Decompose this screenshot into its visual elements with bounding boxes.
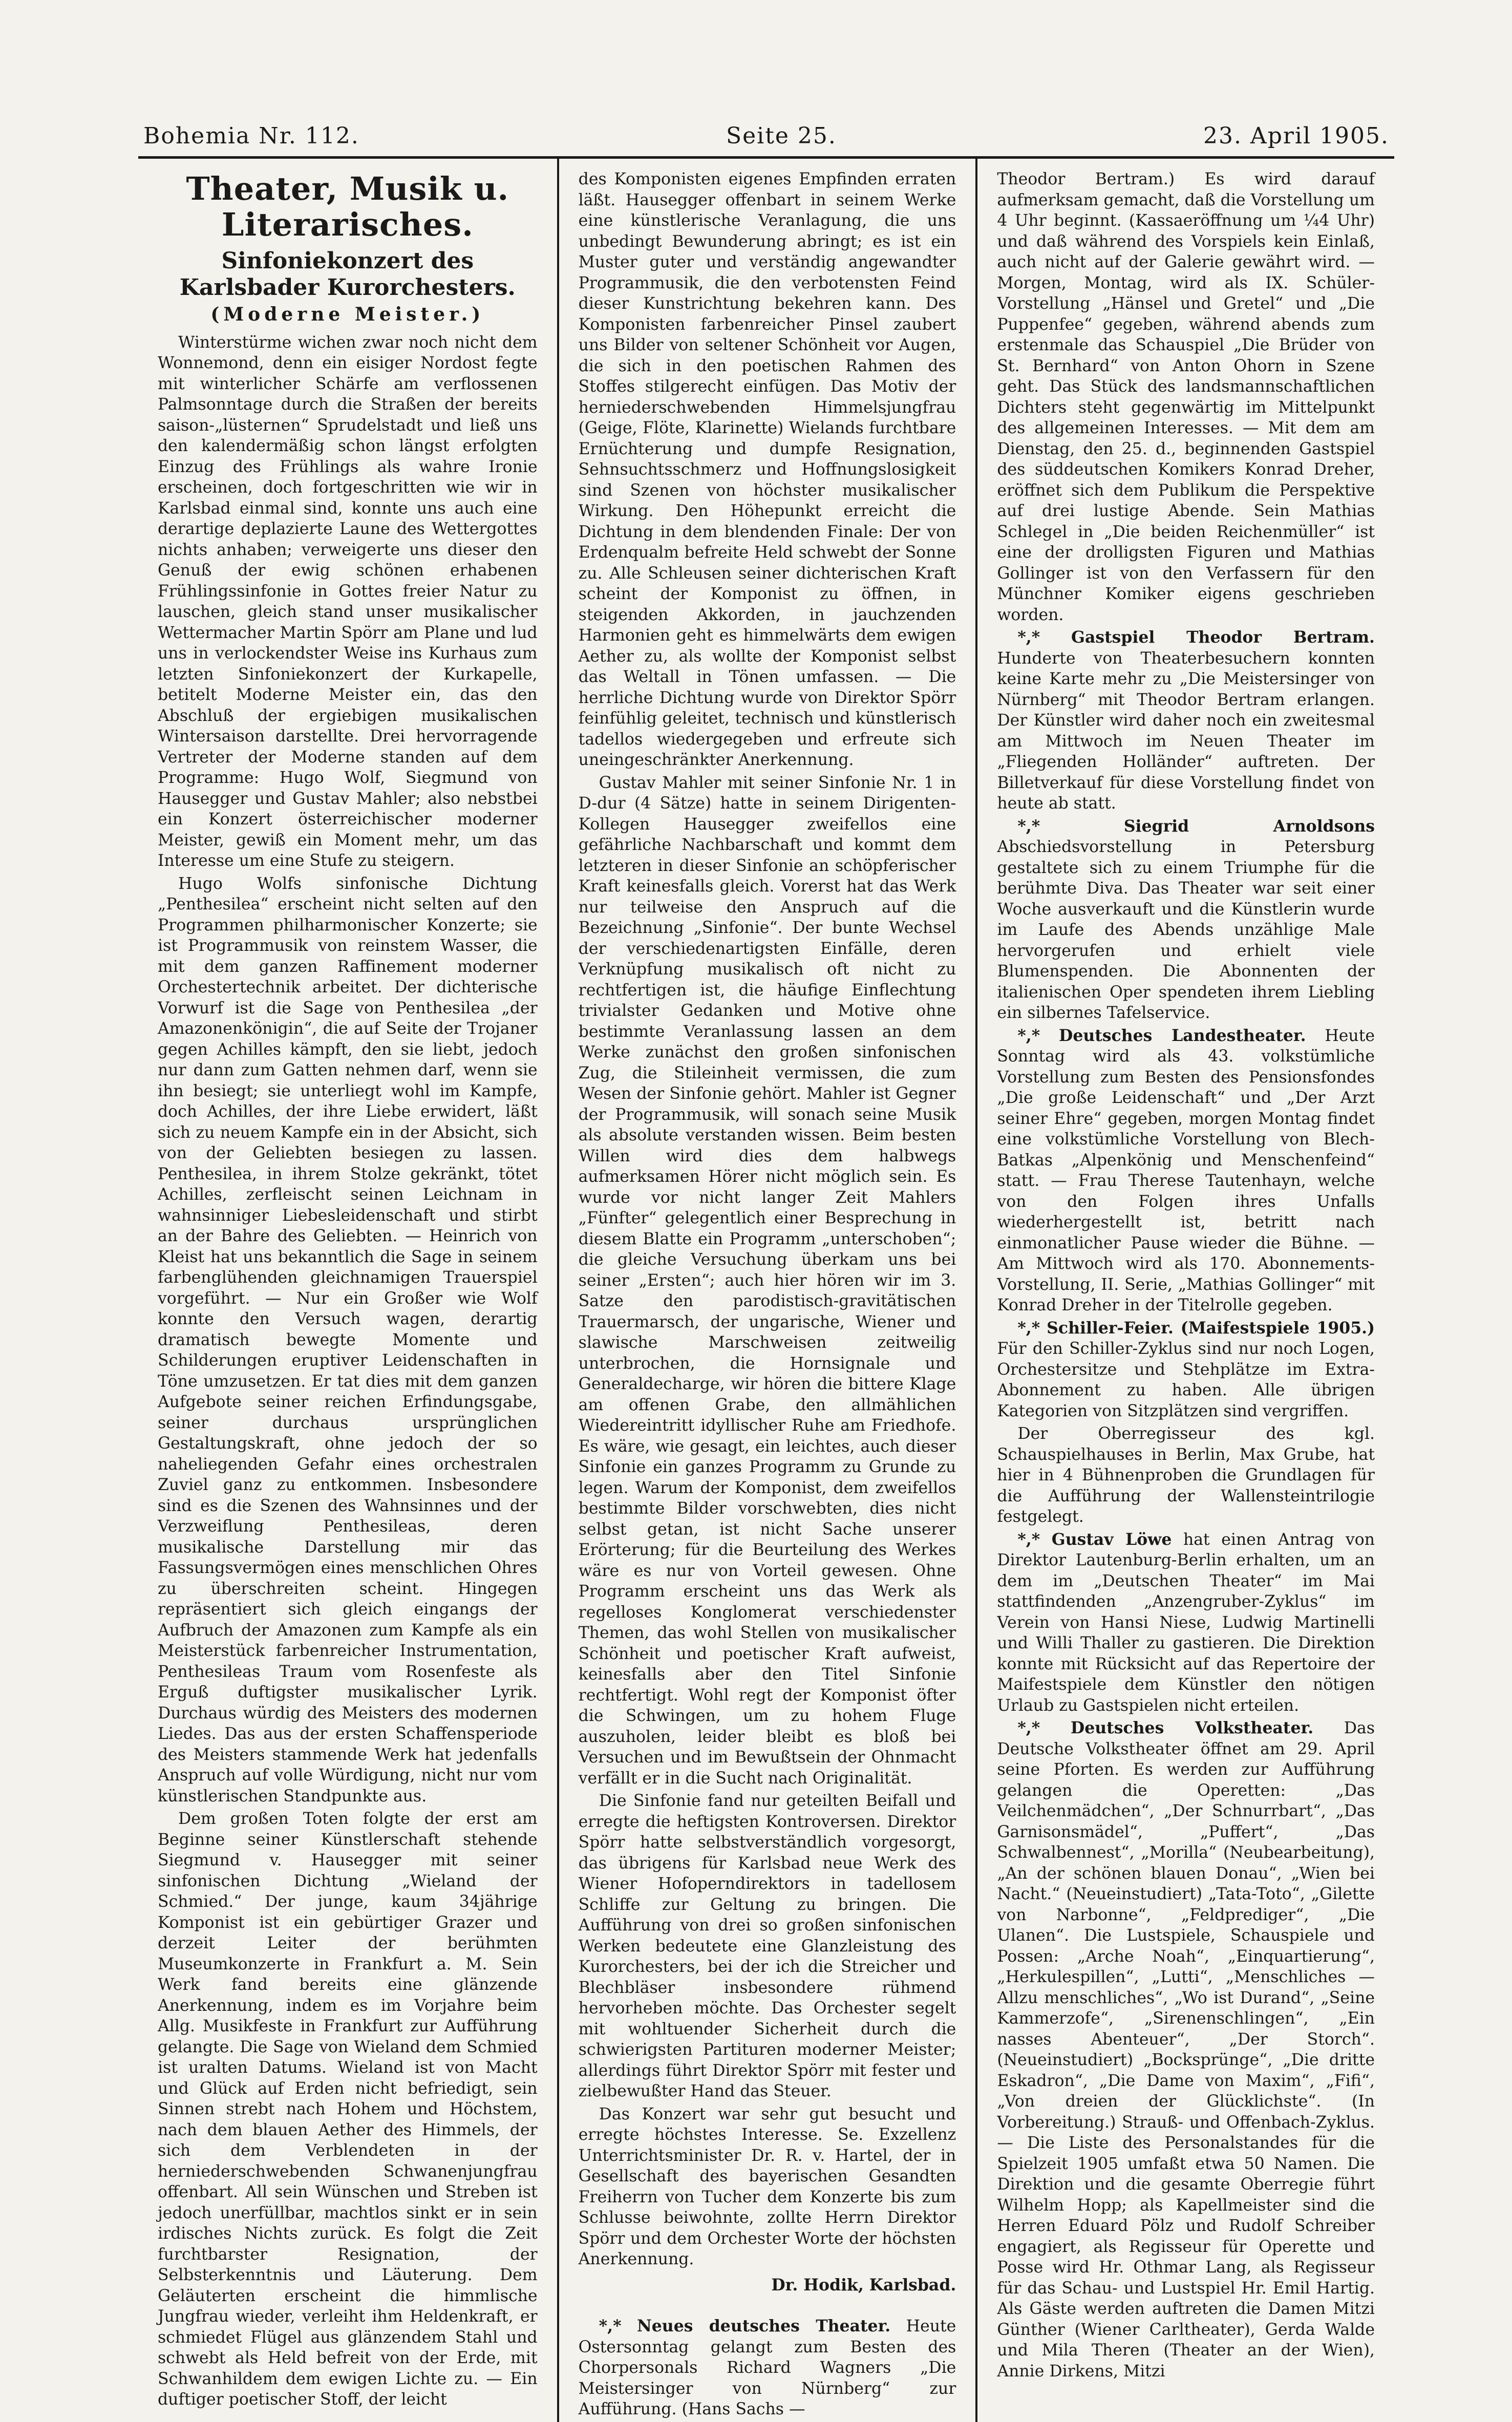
news-lead: Siegrid Arnoldsons bbox=[1123, 816, 1375, 836]
news-lead: Neues deutsches Theater. bbox=[636, 2317, 891, 2335]
news-item: *,* Siegrid Arnoldsons Abschiedsvorstellung in Petersburg gestaltete sich zu einem Triumphe für die berühmte Diva. Das Theater war seit einer Woche ausverkauft und die Künstlerin wurde im Laufe des Abends unzählige Male hervorgerufen und erhielt viele Blumenspenden. Die Abonnenten der italienischen Oper spendeten ihrem Liebling ein silbernes Tafelservice. bbox=[997, 816, 1375, 1022]
article-signature: Dr. Hodik, Karlsbad. bbox=[771, 2275, 956, 2294]
news-text: Heute Sonntag wird als 43. volkstümliche Vorstellung zum Besten des Pensionsfondes „Die große Leidenschaft“ und „Der Arzt seiner Ehre“ gegeben, morgen Montag findet eine volkstümliche Vorstellung von Blech-Batkas „Alpenkönig und Menschenfeind“ statt. — Frau Therese Tautenhayn, welche von den Folgen ihres Unfalls wiederhergestellt ist, betritt nach einmonatlicher Pause wieder die Bühne. — Am Mittwoch wird als 170. Abonnements-Vorstellung, II. Serie, „Mathias Gollinger“ mit Konrad Dreher in der Titelrolle gegeben. bbox=[997, 1026, 1375, 1314]
columns bbox=[138, 159, 1394, 2418]
news-item: *,* Deutsches Volkstheater. Das Deutsche Volkstheater öffnet am 29. April seine Pforten. Es werden zur Aufführung gelangen die Operetten: „Das Veilchenmädchen“, „Der Schnurrbart“, „Das Garnisonsmädel“, „Puffert“, „Das Schwalbennest“, „Morilla“ (Neubearbeitung), „An der schönen blauen Donau“, „Wien bei Nacht.“ (Neueinstudiert) „Tata-Toto“, „Gilette von Narbonne“, „Feldprediger“, „Die Ulanen“. Die Lustspiele, Schauspiele und Possen: „Arche Noah“, „Einquartierung“, „Herkulespillen“, „Lutti“, „Menschliches — Allzu menschliches“, „Wo ist Durand“, „Seine Kammerzofe“, „Sirenenschlingen“, „Ein nasses Abenteuer“, „Der Storch“. (Neueinstudiert) „Bocksprünge“, „Die dritte Eskadron“, „Die Dame von Maxim“, „Fifi“, „Von dreien der Glücklichste“. (In Vorbereitung.) Strauß- und Offenbach-Zyklus. — Die Liste des Personalstandes für die Spielzeit 1905 umfaßt etwa 50 Namen. Die Direktion und die gesamte Oberregie führt Wilhelm Hopp; als Kapellmeister sind die Herren Eduard Pölz und Rudolf Schreiber engagiert, als Regisseur für Operette und Posse wird Hr. Othmar Lang, als Regisseur für das Schau- und Lustspiel Hr. Emil Hartig. Als Gäste werden auftreten die Damen Mitzi Günther (Wiener Carltheater), Gerda Walde und Mila Theren (Theater an der Wien), Annie Dirkens, Mitzi bbox=[997, 1718, 1375, 2381]
news-item: *,* Deutsches Landestheater. Heute Sonntag wird als 43. volkstümliche Vorstellung zum Besten des Pensionsfondes „Die große Leidenschaft“ und „Der Arzt seiner Ehre“ gegeben, morgen Montag findet eine volkstümliche Vorstellung von Blech-Batkas „Alpenkönig und Menschenfeind“ statt. — Frau Therese Tautenhayn, welche von den Folgen ihres Unfalls wiederhergestellt ist, betritt nach einmonatlicher Pause wieder die Bühne. — Am Mittwoch wird als 170. Abonnements-Vorstellung, II. Serie, „Mathias Gollinger“ mit Konrad Dreher in der Titelrolle gegeben. bbox=[997, 1026, 1375, 1314]
column-2 bbox=[557, 159, 976, 2422]
paragraph: Dem großen Toten folgte der erst am Beginne seiner Künstlerschaft stehende Siegmund v. Hausegger mit seiner sinfonischen Dichtung „Wieland der Schmied.“ Der junge, kaum 34jährige Komponist ist ein gebürtiger Grazer und derzeit Leiter der berühmten Museumkonzerte in Frankfurt a. M. Sein Werk fand bereits eine glänzende Anerkennung, indem es im Vorjahre beim Allg. Musikfeste in Frankfurt zur Aufführung gelangte. Die Sage von Wieland dem Schmied ist uralten Datums. Wieland ist von Macht und Glück auf Erden nicht befriedigt, sein Sinnen strebt nach Hohem und Höchstem, nach dem blauen Aether des Himmels, der sich dem Verblendeten in der herniederschwebenden Schwanenjungfrau offenbart. All sein Wünschen und Streben ist jedoch unerfüllbar, machtlos sinkt er in sein irdisches Nichts zurück. Es folgt die Zeit furchtbarster Resignation, der Selbsterkenntnis und Läuterung. Dem Geläuterten erscheint die himmlische Jungfrau wieder, verleiht ihm Heldenkraft, er schmiedet Flügel aus glänzendem Stahl und schwebt als Held befreit von der Erde, mit Schwanhildem dem ewigen Lichte zu. — Ein duftiger poetischer Stoff, der leicht bbox=[158, 1810, 538, 2409]
header-date: 23. April 1905. bbox=[1203, 123, 1389, 149]
news-item: *,* Neues deutsches Theater. Heute Ostersonntag gelangt zum Besten des Chorpersonals Richard Wagners „Die Meistersinger von Nürnberg“ zur Aufführung. (Hans Sachs — bbox=[578, 2317, 956, 2418]
page-header bbox=[138, 123, 1394, 159]
paragraph: Theodor Bertram.) Es wird darauf aufmerksam gemacht, daß die Vorstellung um 4 Uhr beginnt. (Kassaeröffnung um ¼4 Uhr) und daß während des Vorspiels kein Einlaß, auch nicht auf der Galerie gewährt wird. — Morgen, Montag, wird als IX. Schüler-Vorstellung „Hänsel und Gretel“ und „Die Puppenfee“ gegeben, während abends zum erstenmale das Schauspiel „Die Brüder von St. Bernhard“ von Anton Ohorn in Szene geht. Das Stück des landsmannschaftlichen Dichters steht gegenwärtig im Mittelpunkt des allgemeinen Interesses. — Mit dem am Dienstag, den 25. d., beginnenden Gastspiel des süddeutschen Komikers Konrad Dreher, eröffnet sich dem Publikum die Perspektive auf drei lustige Abende. Sein Mathias Schlegel in „Die beiden Reichenmüller“ ist eine der drolligsten Figuren und Mathias Gollinger ist von den Verfassern für den Münchner Komiker eigens geschrieben worden. bbox=[997, 170, 1375, 624]
news-lead: Deutsches Landestheater. bbox=[1059, 1026, 1306, 1045]
news-text: Abschiedsvorstellung in Petersburg gestaltete sich zu einem Triumphe für die berühmte Diva. Das Theater war seit einer Woche ausverkauft und die Künstlerin wurde im Laufe des Abends unzählige Male hervorgerufen und erhielt viele Blumenspenden. Die Abonnenten der italienischen Oper spendeten ihrem Liebling ein silbernes Tafelservice. bbox=[997, 838, 1375, 1022]
news-text: hat einen Antrag von Direktor Lautenburg-Berlin erhalten, um an dem im „Deutschen Theater“ im Mai stattfindenden „Anzengruber-Zyklus“ im Verein von Hansi Niese, Ludwig Martinelli und Willi Thaller zu gastieren. Die Direktion konnte mit Rücksicht auf das Repertoire der Maifestspiele dem Künstler den nötigen Urlaub zu Gastspielen nicht erteilen. bbox=[997, 1530, 1375, 1715]
paragraph: Winterstürme wichen zwar noch nicht dem Wonnemond, denn ein eisiger Nordost fegte mit winterlicher Schärfe am verflossenen Palmsonntage durch die Straßen der bereits saison-„lüsternen“ Sprudelstadt und ließ uns den kalendermäßig schon längst erfolgten Einzug des Frühlings als wahre Ironie erscheinen, doch fortgeschritten wie wir in Karlsbad einmal sind, konnte uns auch eine derartige deplazierte Laune des Wettergottes nichts anhaben; verweigerte uns dieser den Genuß der ewig schönen erhabenen Frühlingssinfonie in Gottes freier Natur zu lauschen, gleich stand unser musikalischer Wettermacher Martin Spörr am Plane und lud uns in verlockendster Weise ins Kurhaus zum letzten Sinfoniekonzert der Kurkapelle, betitelt Moderne Meister ein, das den Abschluß der ergiebigen musikalischen Wintersaison darstellte. Drei hervorragende Vertreter der Moderne standen auf dem Programme: Hugo Wolf, Siegmund von Hausegger und Gustav Mahler; also nebstbei ein Konzert österreichischer moderner Meister, gewiß ein Moment mehr, um das Interesse um eine Stufe zu steigern. bbox=[158, 333, 538, 870]
paragraph: Das Konzert war sehr gut besucht und erregte höchstes Interesse. Se. Exzellenz Unterrichtsminister Dr. R. v. Hartel, der in Gesellschaft des bayerischen Gesandten Freiherrn von Tucher dem Konzerte bis zum Schlusse beiwohnte, zollte Herrn Direktor Spörr und dem Orchester Worte der höchsten Anerkennung. bbox=[578, 2105, 956, 2268]
news-text: Das Deutsche Volkstheater öffnet am 29. April seine Pforten. Es werden zur Aufführung gelangen die Operetten: „Das Veilchenmädchen“, „Der Schnurrbart“, „Das Garnisonsmädel“, „Puffert“, „Das Schwalbennest“, „Morilla“ (Neubearbeitung), „An der schönen blauen Donau“, „Wien bei Nacht.“ (Neueinstudiert) „Tata-Toto“, „Gilette von Narbonne“, „Feldprediger“, „Die Ulanen“. Die Lustspiele, Schauspiele und Possen: „Arche Noah“, „Einquartierung“, „Herkulespillen“, „Lutti“, „Menschliches — Allzu menschliches“, „Wo ist Durand“, „Seine Kammerzofe“, „Sirenenschlingen“, „Ein nasses Abenteuer“, „Der Storch“. (Neueinstudiert) „Bocksprünge“, „Die dritte Eskadron“, „Die Dame von Maxim“, „Fifi“, „Von dreien der Glücklichste“. (In Vorbereitung.) Strauß- und Offenbach-Zyklus. — Die Liste des Personalstandes für die Spielzeit 1905 umfaßt etwa 50 Namen. Die Direktion und die gesamte Oberregie führt Wilhelm Hopp; als Kapellmeister sind die Herren Eduard Pölz und Rudolf Schreiber engagiert, als Regisseur für Operette und Posse wird Hr. Othmar Lang, als Regisseur für das Schau- und Lustspiel Hr. Emil Hartig. Als Gäste werden auftreten die Damen Mitzi Günther (Wiener Carltheater), Gerda Walde und Mila Theren (Theater an der Wien), Annie Dirkens, Mitzi bbox=[997, 1719, 1375, 2381]
news-text: Für den Schiller-Zyklus sind nur noch Logen, Orchestersitze und Stehplätze im Extra-Abonnement zu haben. Alle übrigen Kategorien von Sitzplätzen sind vergriffen. bbox=[997, 1340, 1375, 1420]
paragraph: Gustav Mahler mit seiner Sinfonie Nr. 1 in D-dur (4 Sätze) hatte in seinem Dirigenten-Kollegen Hausegger zweifellos eine gefährliche Nachbarschaft und kommt dem letzteren in dieser Sinfonie an schöpferischer Kraft keinesfalls gleich. Vorerst hat das Werk nur teilweise den Anspruch auf die Bezeichnung „Sinfonie“. Der bunte Wechsel der verschiedenartigsten Einfälle, deren Verknüpfung musikalisch oft nicht zu rechtfertigen ist, die häufige Einflechtung trivialster Gedanken und Motive ohne bestimmte Veranlassung lassen an dem Werke zunächst den großen sinfonischen Zug, die Stileinheit vermissen, die zum Wesen der Sinfonie gehört. Mahler ist Gegner der Programmusik, will sonach seine Musik als absolute verstanden wissen. Beim besten Willen wird dies dem halbwegs aufmerksamen Hörer nicht möglich sein. Es wurde vor nicht langer Zeit Mahlers „Fünfter“ gelegentlich einer Besprechung in diesem Blatte ein Programm „unterschoben“; die gleiche Versuchung überkam uns bei seiner „Ersten“; auch hier hören wir im 3. Satze den parodistisch-gravitätischen Trauermarsch, der ungarische, Wiener und slawische Marschweisen zeitweilig unterbrochen, die Hornsignale und Generaldecharge, wir hören die bittere Klage am offenen Grabe, den allmählichen Wiedereintritt idyllischer Ruhe am Friedhofe. Es wäre, wie gesagt, ein leichtes, auch dieser Sinfonie ein ganzes Programm zu Grunde zu legen. Warum der Komponist, dem zweifellos bestimmte Bilder vorschwebten, dies nicht selbst getan, ist nicht Sache unserer Erörterung; für die Beurteilung des Werkes wäre es nur von Vorteil gewesen. Ohne Programm erscheint uns das Werk als regelloses Konglomerat verschiedenster Themen, das wohl Stellen von musikalischer Schönheit und poetischer Kraft aufweist, keinesfalls aber den Titel Sinfonie rechtfertigt. Wohl regt der Komponist öfter die Schwingen, um zu hohem Fluge auszuholen, leider bleibt es bloß bei Versuchen und im Bewußtsein der Ohnmacht verfällt er in die Sucht nach Originalität. bbox=[578, 773, 956, 1788]
news-text: Heute Ostersonntag gelangt zum Besten des Chorpersonals Richard Wagners „Die Meistersinger von Nürnberg“ zur Aufführung. (Hans Sachs — bbox=[578, 2317, 956, 2418]
news-text: Hunderte von Theaterbesuchern konnten keine Karte mehr zu „Die Meistersinger von Nürnberg“ mit Theodor Bertram erlangen. Der Künstler wird daher noch ein zweitesmal am Mittwoch im Neuen Theater im „Fliegenden Holländer“ auftreten. Der Billetverkauf für diese Vorstellung findet von heute ab statt. bbox=[997, 649, 1375, 813]
news-item: *,* Schiller-Feier. (Maifestspiele 1905.) Für den Schiller-Zyklus sind nur noch Logen, Orchestersitze und Stehplätze im Extra-Abonnement zu haben. Alle übrigen Kategorien von Sitzplätzen sind vergriffen. bbox=[997, 1318, 1375, 1420]
news-lead: Gustav Löwe bbox=[1051, 1529, 1172, 1549]
header-issue: Bohemia Nr. 112. bbox=[143, 123, 359, 149]
paragraph: Die Sinfonie fand nur geteilten Beifall und erregte die heftigsten Kontroversen. Direktor Spörr hatte selbstverständlich vorgesorgt, das übrigens für Karlsbad neue Werk des Wiener Hofoperndirektors in tadellosem Schliffe zur Geltung zu bringen. Die Aufführung von drei so großen sinfonischen Werken bedeutete eine Glanzleistung des Kurorchesters, bei der ich die Streicher und Blechbläser insbesondere rühmend hervorheben möchte. Das Orchester segelt mit wohltuender Sicherheit durch die schwierigsten Partituren moderner Meister; allerdings führt Direktor Spörr mit fester und zielbewußter Hand das Steuer. bbox=[578, 1792, 956, 2100]
article-subtitle: (Moderne Meister.) bbox=[210, 304, 485, 325]
news-item: *,* Gastspiel Theodor Bertram. Hunderte von Theaterbesuchern konnten keine Karte mehr zu „Die Meistersinger von Nürnberg“ mit Theodor Bertram erlangen. Der Künstler wird daher noch ein zweitesmal am Mittwoch im Neuen Theater im „Fliegenden Holländer“ auftreten. Der Billetverkauf für diese Vorstellung findet von heute ab statt. bbox=[997, 628, 1375, 813]
column-1 bbox=[138, 159, 557, 2422]
news-lead: Schiller-Feier. (Maifestspiele 1905.) bbox=[1047, 1318, 1375, 1337]
news-lead: Gastspiel Theodor Bertram. bbox=[1071, 628, 1375, 647]
header-page-number: Seite 25. bbox=[726, 123, 837, 149]
article-title: Sinfoniekonzert des Karlsbader Kurorchesters. bbox=[179, 248, 516, 301]
news-lead: Deutsches Volkstheater. bbox=[1070, 1718, 1314, 1737]
paragraph: des Komponisten eigenes Empfinden erraten läßt. Hausegger offenbart in seinem Werke eine künstlerische Veranlagung, die uns unbedingt Bewunderung abringt; es ist ein Muster guter und verständig angewandter Programmusik, die den verbotensten Feind dieser Kunstrichtung bekehren kann. Des Komponisten farbenreicher Pinsel zaubert uns Bilder von seltener Schönheit vor Augen, die sich in den poetischen Rahmen des Stoffes stilgerecht einfügen. Das Motiv der herniederschwebenden Himmelsjungfrau (Geige, Flöte, Klarinette) Wielands furchtbare Ernüchterung und dumpfe Resignation, Sehnsuchtsschmerz und Hoffnungslosigkeit sind Szenen von höchster musikalischer Wirkung. Den Höhepunkt erreicht die Dichtung in dem blendenden Finale: Der von Erdenqualm befreite Held schwebt der Sonne zu. Alle Schleusen seiner dichterischen Kraft scheint der Komponist zu öffnen, in steigenden Akkorden, in jauchzenden Harmonien geht es himmelwärts dem ewigen Aether zu, als wollte der Komponist selbst das Weltall in Tönen umfassen. — Die herrliche Dichtung wurde von Direktor Spörr feinfühlig geleitet, technisch und künstlerisch tadellos wiedergegeben und erfreute sich uneingeschränkter Anerkennung. bbox=[578, 170, 956, 769]
news-item: *,* Gustav Löwe hat einen Antrag von Direktor Lautenburg-Berlin erhalten, um an dem im „Deutschen Theater“ im Mai stattfindenden „Anzengruber-Zyklus“ im Verein von Hansi Niese, Ludwig Martinelli und Willi Thaller zu gastieren. Die Direktion konnte mit Rücksicht auf das Repertoire der Maifestspiele dem Künstler den nötigen Urlaub zu Gastspielen nicht erteilen. bbox=[997, 1529, 1375, 1715]
paragraph: Hugo Wolfs sinfonische Dichtung „Penthesilea“ erscheint nicht selten auf den Programmen philharmonischer Konzerte; sie ist Programmusik von reinstem Wasser, die mit dem ganzen Raffinement moderner Orchestertechnik arbeitet. Der dichterische Vorwurf ist die Sage von Penthesilea „der Amazonenkönigin“, die auf Seite der Trojaner gegen Achilles kämpft, den sie liebt, jedoch nur dann zum Gatten nehmen darf, wenn sie ihn besiegt; sie unterliegt wohl im Kampfe, doch Achilles, der ihre Liebe erwidert, läßt sich zu neuem Kampfe ein in der Absicht, sich von der Geliebten besiegen zu lassen. Penthesilea, in ihrem Stolze gekränkt, tötet Achilles, zerfleischt seinen Leichnam in wahnsinniger Liebesleidenschaft und stirbt an der Bahre des Geliebten. — Heinrich von Kleist hat uns bekanntlich die Sage in seinem farbenglühenden gleichnamigen Trauerspiel vorgeführt. — Nur ein Großer wie Wolf konnte den Versuch wagen, derartig dramatisch bewegte Momente und Schilderungen eruptiver Leidenschaften in Töne umzusetzen. Er tat dies mit dem ganzen Aufgebote seiner reichen Erfindungsgabe, seiner durchaus ursprünglichen Gestaltungskraft, ohne jedoch der so naheliegenden Gefahr eines orchestralen Zuviel ganz zu entkommen. Insbesondere sind es die Szenen des Wahnsinnes und der Verzweiflung Penthesileas, deren musikalische Darstellung mir das Fassungsvermögen eines menschlichen Ohres zu überschreiten scheint. Hingegen repräsentiert sich gleich eingangs der Aufbruch der Amazonen zum Kampfe als ein Meisterstück farbenreicher Instrumentation, Penthesileas Traum vom Rosenfeste als Erguß duftigster musikalischer Lyrik. Durchaus würdig des Meisters des modernen Liedes. Das aus der ersten Schaffensperiode des Meisters stammende Werk hat jedenfalls Anspruch auf volle Würdigung, nicht nur vom künstlerischen Standpunkte aus. bbox=[158, 874, 538, 1805]
news-item-extra: Der Oberregisseur des kgl. Schauspielhauses in Berlin, Max Grube, hat hier in 4 Bühnenproben die Grundlagen für die Aufführung der Wallensteintrilogie festgelegt. bbox=[997, 1425, 1375, 1526]
section-title: Theater, Musik u. Literarisches. bbox=[186, 170, 509, 243]
column-3 bbox=[975, 159, 1394, 2422]
